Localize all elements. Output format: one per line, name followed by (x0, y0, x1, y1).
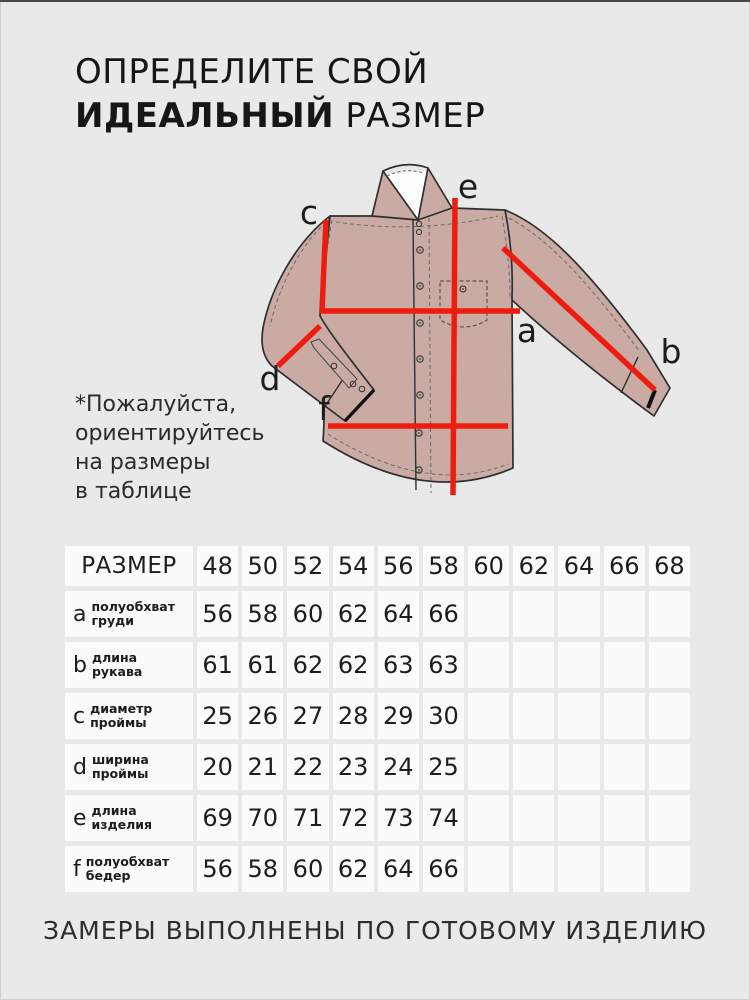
table-cell-f (468, 846, 509, 892)
table-row-label-a (65, 591, 193, 637)
table-row-label-b (65, 642, 193, 688)
table-cell-a (468, 591, 509, 637)
note-line: на размеры (75, 450, 211, 475)
table-cell-e (649, 795, 690, 841)
table-cell-a: 58 (242, 591, 283, 637)
table-cell-d: 24 (378, 744, 419, 790)
table-cell-a: 62 (333, 591, 374, 637)
table-cell-a (558, 591, 599, 637)
table-header-size-50: 50 (242, 546, 283, 586)
title-line-1: ОПРЕДЕЛИТЕ СВОЙ (75, 52, 429, 92)
table-header-size-62: 62 (513, 546, 554, 586)
table-cell-d (604, 744, 645, 790)
row-letter: d (73, 754, 87, 780)
table-header-size-66: 66 (604, 546, 645, 586)
table-cell-b (513, 642, 554, 688)
table-cell-f: 60 (287, 846, 328, 892)
table-cell-c: 27 (287, 693, 328, 739)
label-f: f (318, 389, 330, 428)
row-description: полуобхват бедер (85, 853, 170, 883)
row-letter: a (73, 601, 87, 627)
table-cell-b: 61 (197, 642, 238, 688)
table-cell-a (604, 591, 645, 637)
table-cell-b (604, 642, 645, 688)
table-cell-d (513, 744, 554, 790)
table-cell-c: 28 (333, 693, 374, 739)
note-text (75, 390, 264, 506)
footer-text: ЗАМЕРЫ ВЫПОЛНЕНЫ ПО ГОТОВОМУ ИЗДЕЛИЮ (43, 916, 707, 945)
row-description: полуобхват груди (91, 598, 175, 628)
table-cell-e: 69 (197, 795, 238, 841)
label-c: c (299, 193, 319, 232)
table-cell-c: 25 (197, 693, 238, 739)
row-description: диаметр проймы (90, 700, 153, 730)
row-letter: f (73, 856, 81, 882)
table-header-size-58: 58 (423, 546, 464, 586)
table-cell-f: 56 (197, 846, 238, 892)
table-cell-d: 21 (242, 744, 283, 790)
title-bold-word: ИДЕАЛЬНЫЙ (75, 96, 335, 136)
table-header-size-48: 48 (197, 546, 238, 586)
table-cell-e (558, 795, 599, 841)
table-cell-d (558, 744, 599, 790)
table-cell-e: 74 (423, 795, 464, 841)
table-cell-b: 63 (423, 642, 464, 688)
table-cell-e: 72 (333, 795, 374, 841)
table-cell-a (649, 591, 690, 637)
table-cell-b: 63 (378, 642, 419, 688)
table-header-size-68: 68 (649, 546, 690, 586)
table-cell-b (649, 642, 690, 688)
page-title (75, 50, 485, 138)
table-cell-f: 62 (333, 846, 374, 892)
table-cell-d: 25 (423, 744, 464, 790)
row-letter: b (73, 652, 87, 678)
table-cell-b: 62 (287, 642, 328, 688)
table-cell-d: 22 (287, 744, 328, 790)
row-description: ширина проймы (91, 751, 149, 781)
table-row-label-d (65, 744, 193, 790)
table-header-size-54: 54 (333, 546, 374, 586)
table-cell-e: 70 (242, 795, 283, 841)
table-cell-e (604, 795, 645, 841)
table-cell-a: 66 (423, 591, 464, 637)
table-cell-f: 66 (423, 846, 464, 892)
table-cell-c (649, 693, 690, 739)
title-regular-word: РАЗМЕР (334, 96, 486, 136)
title-line-2 (75, 94, 485, 138)
table-cell-c (468, 693, 509, 739)
table-cell-e: 71 (287, 795, 328, 841)
note-line: ориентируйтесь (75, 421, 265, 446)
top-edge-line (0, 0, 750, 2)
shirt-measurement-diagram (250, 158, 710, 516)
table-cell-b: 61 (242, 642, 283, 688)
label-d: d (259, 359, 281, 398)
table-row-label-e (65, 795, 193, 841)
size-table (65, 546, 690, 892)
table-cell-a (513, 591, 554, 637)
row-description: длина изделия (91, 802, 153, 832)
table-cell-d (468, 744, 509, 790)
table-row-label-f (65, 846, 193, 892)
row-letter: e (73, 805, 87, 831)
table-header-size-52: 52 (287, 546, 328, 586)
table-cell-f (513, 846, 554, 892)
table-cell-c: 26 (242, 693, 283, 739)
table-cell-c: 30 (423, 693, 464, 739)
table-header-size-label: РАЗМЕР (65, 546, 193, 586)
table-cell-e: 73 (378, 795, 419, 841)
table-cell-f (604, 846, 645, 892)
table-cell-c (513, 693, 554, 739)
table-cell-c (558, 693, 599, 739)
table-cell-d (649, 744, 690, 790)
note-line: *Пожалуйста, (75, 392, 237, 417)
table-cell-a: 64 (378, 591, 419, 637)
table-cell-f (649, 846, 690, 892)
table-cell-d: 23 (333, 744, 374, 790)
table-cell-a: 56 (197, 591, 238, 637)
table-header-size-56: 56 (378, 546, 419, 586)
table-cell-b (558, 642, 599, 688)
table-cell-c (604, 693, 645, 739)
note-line: в таблице (75, 479, 192, 504)
table-cell-e (468, 795, 509, 841)
table-cell-a: 60 (287, 591, 328, 637)
table-cell-b (468, 642, 509, 688)
table-cell-c: 29 (378, 693, 419, 739)
table-cell-e (513, 795, 554, 841)
label-a: a (516, 311, 538, 350)
table-cell-f (558, 846, 599, 892)
table-cell-f: 58 (242, 846, 283, 892)
row-description: длина рукава (91, 649, 143, 679)
table-cell-d: 20 (197, 744, 238, 790)
row-letter: c (73, 703, 86, 729)
table-cell-f: 64 (378, 846, 419, 892)
table-row-label-c (65, 693, 193, 739)
table-header-size-64: 64 (558, 546, 599, 586)
table-header-size-60: 60 (468, 546, 509, 586)
table-cell-b: 62 (333, 642, 374, 688)
label-e: e (457, 167, 479, 206)
label-b: b (660, 332, 682, 371)
measure-line-e (453, 198, 455, 495)
